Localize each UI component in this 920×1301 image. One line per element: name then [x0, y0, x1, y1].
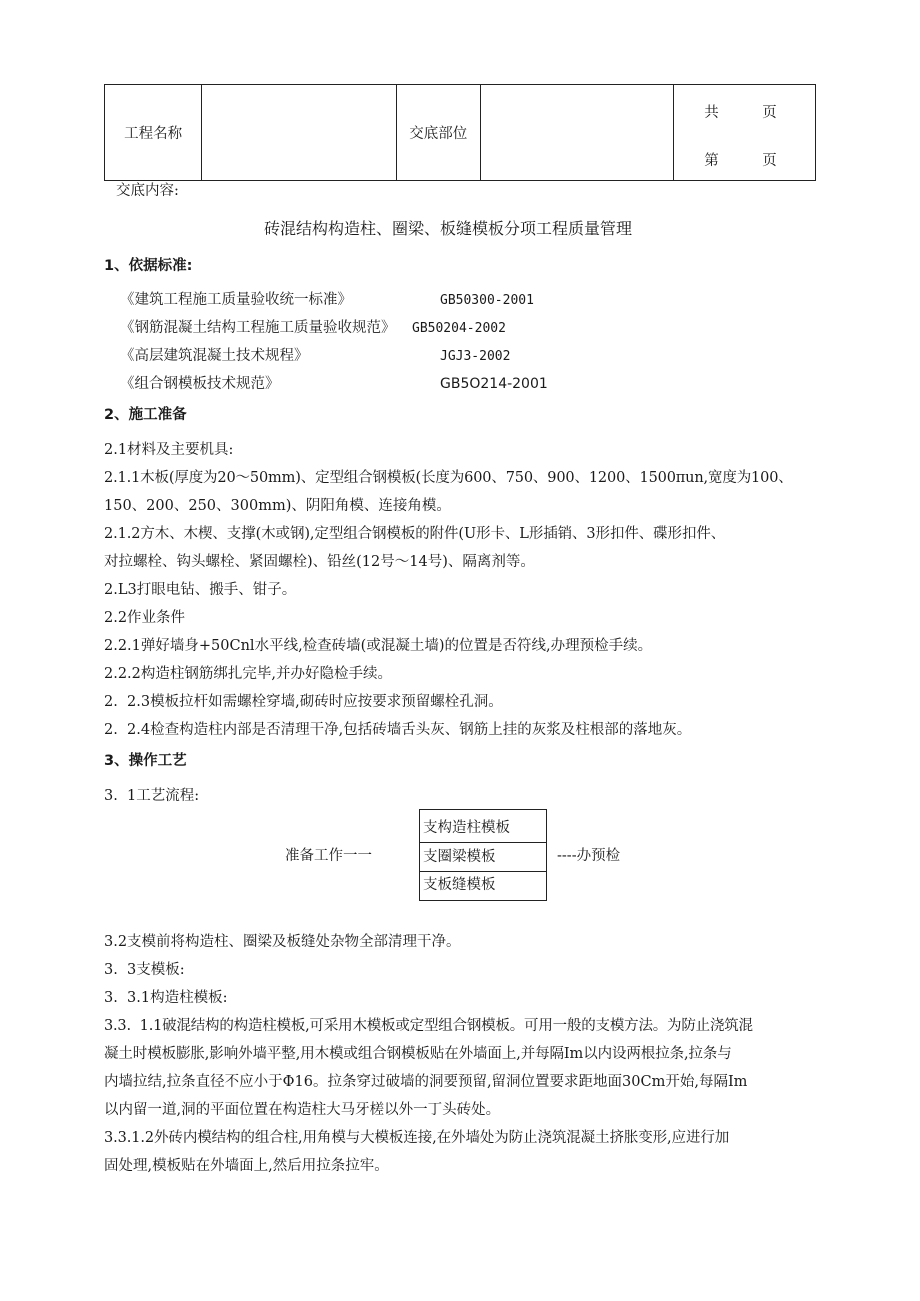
body-line: 2.1.1木板(厚度为20～50mm)、定型组合钢模板(长度为600、750、900、1200、1500πun,宽度为100、: [104, 470, 793, 486]
body-line: 3.3.1.2外砖内模结构的组合柱,用角模与大模板连接,在外墙处为防止浇筑混凝土挤胀变形,应进行加: [104, 1130, 730, 1146]
flow-box: [419, 809, 547, 901]
flow-step: 支构造柱模板: [420, 814, 546, 843]
standard-name: 《高层建筑混凝土技术规程》: [120, 348, 309, 364]
standard-code: JGJ3-2002: [440, 349, 511, 364]
total-pages: 共 页: [704, 105, 777, 121]
body-line: 3. 3.1构造柱模板:: [104, 990, 228, 1006]
body-line: 内墙拉结,拉条直径不应小于Φ16。拉条穿过破墙的洞要预留,留洞位置要求距地面30Cm开始,每隔Im: [104, 1074, 748, 1090]
project-name-value: [202, 85, 396, 181]
body-line: 2. 2.3模板拉杆如需螺栓穿墙,砌砖时应按要求预留螺栓孔洞。: [104, 694, 503, 710]
body-line: 3. 3支模板:: [104, 962, 185, 978]
body-line: 3.3. 1.1破混结构的构造柱模板,可采用木模板或定型组合钢模板。可用一般的支模方法。为防止浇筑混: [104, 1018, 753, 1034]
location-label: 交底部位: [396, 85, 480, 181]
current-page: 第 页: [704, 153, 777, 169]
content-label: 交底内容:: [116, 183, 179, 199]
header-table: [104, 84, 816, 181]
flow-step: 支圈梁模板: [420, 843, 546, 872]
body-line: 固处理,模板贴在外墙面上,然后用拉条拉牢。: [104, 1158, 389, 1174]
body-line: 2.2作业条件: [104, 610, 186, 626]
location-value: [480, 85, 673, 181]
page-count-cell: [674, 85, 816, 181]
section-1-heading: 1、依据标准:: [104, 258, 193, 274]
standard-name: 《组合钢模板技术规范》: [120, 376, 280, 392]
section-3-heading: 3、操作工艺: [104, 753, 187, 769]
standard-code: GB50300-2001: [440, 293, 534, 308]
standard-code: GB50204-2002: [412, 321, 506, 336]
body-line: 150、200、250、300mm)、阴阳角模、连接角模。: [104, 498, 451, 514]
page-title: 砖混结构构造柱、圈梁、板缝模板分项工程质量管理: [264, 219, 633, 238]
body-line: 2.1材料及主要机具:: [104, 442, 234, 458]
standard-name: 《钢筋混凝土结构工程施工质量验收规范》: [120, 320, 396, 336]
flow-start: 准备工作一一: [285, 848, 372, 864]
body-line: 2.2.1弹好墙身+50Cnl水平线,检查砖墙(或混凝土墙)的位置是否符线,办理预检手续。: [104, 638, 653, 654]
flow-end: ----办预检: [557, 848, 621, 864]
standard-code: GB5O214-2001: [440, 376, 548, 392]
body-line: 2. 2.4检查构造柱内部是否清理干净,包括砖墙舌头灰、钢筋上挂的灰浆及柱根部的落地灰。: [104, 722, 692, 738]
body-line: 凝土时模板膨胀,影响外墙平整,用木模或组合钢模板贴在外墙面上,并每隔Im以内设两根拉条,拉条与: [104, 1046, 732, 1062]
flow-step: 支板缝模板: [423, 877, 496, 893]
flow-label: 3. 1工艺流程:: [104, 788, 200, 804]
project-name-label: 工程名称: [105, 85, 202, 181]
body-line: 2.2.2构造柱钢筋绑扎完毕,并办好隐检手续。: [104, 666, 393, 682]
standard-name: 《建筑工程施工质量验收统一标准》: [120, 292, 352, 308]
body-line: 2.1.2方木、木楔、支撑(木或钢),定型组合钢模板的附件(U形卡、L形插销、3形扣件、碟形扣件、: [104, 526, 726, 542]
section-2-heading: 2、施工准备: [104, 407, 187, 423]
body-line: 3.2支模前将构造柱、圈梁及板缝处杂物全部清理干净。: [104, 934, 461, 950]
body-line: 以内留一道,洞的平面位置在构造柱大马牙槎以外一丁头砖处。: [104, 1102, 501, 1118]
body-line: 2.L3打眼电钻、搬手、钳子。: [104, 582, 297, 598]
body-line: 对拉螺栓、钩头螺栓、紧固螺栓)、铅丝(12号～14号)、隔离剂等。: [104, 554, 535, 570]
